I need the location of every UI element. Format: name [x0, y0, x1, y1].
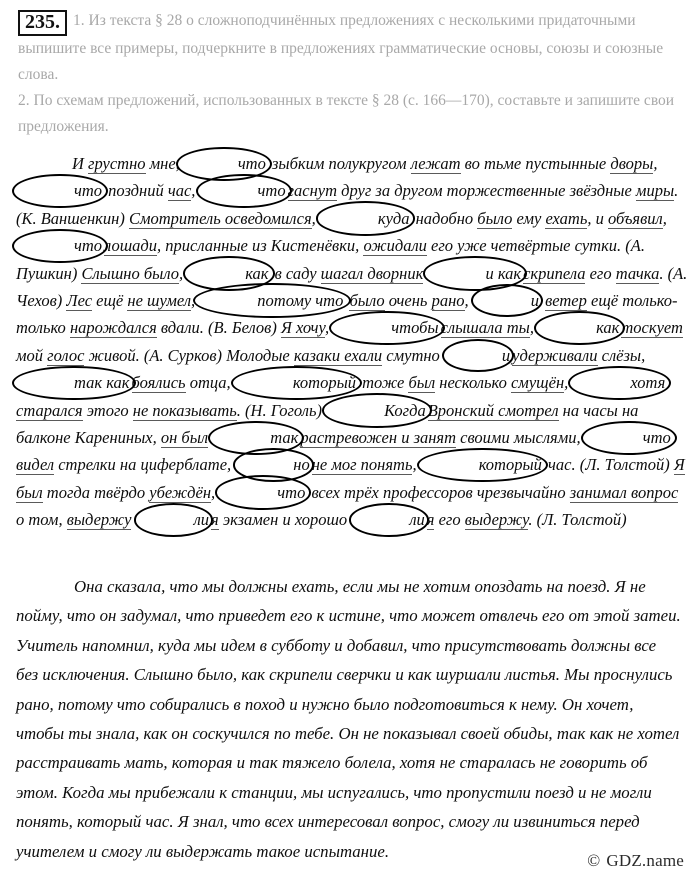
underlined-grammatical-basis: видел: [16, 455, 55, 475]
answer-text-run: живой. (А. Сурков) Молодые: [84, 345, 294, 365]
answer-text-run: его уже четвёртые сутки. (А. Пушкин): [16, 236, 645, 283]
underlined-grammatical-basis: Я был: [16, 455, 685, 502]
exercise-number-badge: 235.: [18, 10, 67, 36]
circled-conjunction: что: [585, 424, 673, 451]
answer-text-run: зыбким полукругом: [267, 154, 411, 173]
answer-text-run: всех трёх профессоров чрезвычайно: [307, 482, 570, 502]
answer-text-run: . (К. Ваншенкин): [16, 181, 679, 228]
underlined-grammatical-basis: старался: [16, 400, 83, 420]
answer-text-run: его: [434, 510, 465, 530]
answer-text-run: несколько: [435, 373, 511, 393]
answer-text-run: , и: [587, 208, 608, 228]
answer-text-run: надобно: [411, 208, 478, 228]
answer-text-run: ,: [564, 373, 573, 393]
task-part-1-text: 1. Из текста § 28 о сложноподчинённых предложениях с несколькими придаточными выпишите все примеры, подчеркните в предложениях грамматические основы, союзы и союзные слова.: [18, 12, 664, 83]
underlined-grammatical-basis: смущён: [510, 373, 565, 393]
answer-text-run: на часы на балконе Карениных,: [16, 400, 639, 448]
underlined-grammatical-basis: казаки ехали: [293, 345, 383, 365]
underlined-grammatical-basis: лежат: [410, 154, 461, 173]
underlined-grammatical-basis: рано: [431, 291, 465, 311]
underlined-grammatical-basis: объявил: [607, 208, 663, 228]
answer-text-run: . (А. Чехов): [16, 263, 688, 311]
answer-text-run: ,: [529, 318, 539, 338]
underlined-grammatical-basis: я: [426, 510, 435, 530]
answer-text-run: вдали. (В. Белов): [156, 318, 281, 338]
circled-conjunction: что: [180, 150, 268, 177]
exercise-task-block: [18, 8, 682, 140]
circled-conjunction: так: [212, 424, 300, 451]
circled-conjunction: но: [235, 451, 311, 478]
circled-conjunction: и: [444, 342, 512, 369]
circled-conjunction: ли: [136, 506, 211, 533]
answer-text-run: отца,: [185, 373, 235, 393]
underlined-grammatical-basis: гаснут: [287, 181, 338, 201]
underlined-grammatical-basis: тоскует: [621, 318, 683, 338]
answer-text-run: слёзы,: [597, 345, 646, 365]
circled-conjunction: что: [16, 232, 104, 259]
answer-text-run: в саду: [270, 263, 321, 283]
underlined-grammatical-basis: ожидали: [363, 236, 427, 256]
answer-text-run: ,: [662, 208, 667, 228]
answer-text-run: смутно: [382, 345, 444, 365]
answer-text-run: . (Н. Гоголь): [236, 400, 327, 420]
underlined-grammatical-basis: боялись: [131, 373, 186, 393]
circled-conjunction: так как: [16, 369, 132, 396]
underlined-grammatical-basis: он был: [160, 428, 209, 448]
copyright-icon: ©: [587, 851, 601, 870]
underlined-grammatical-basis: было: [477, 208, 513, 228]
answer-text-run: мне,: [145, 154, 180, 173]
underlined-grammatical-basis: голос: [47, 345, 85, 365]
circled-conjunction: потому что: [199, 287, 345, 314]
circled-conjunction: хотя: [572, 369, 667, 396]
circled-conjunction: что: [16, 177, 104, 204]
watermark: [587, 851, 684, 871]
answer-text-run: ,: [191, 181, 200, 201]
answer-text-run: . (Л. Толстой): [528, 510, 627, 530]
answer-text-run: тоже: [358, 373, 409, 393]
underlined-grammatical-basis: растревожен и занят: [300, 428, 457, 448]
underlined-grammatical-basis: выдержу: [464, 510, 529, 530]
answer-text-run: своими мыслями,: [456, 428, 585, 448]
circled-conjunction: куда: [320, 205, 412, 232]
underlined-grammatical-basis: нарождался: [69, 318, 157, 338]
underlined-grammatical-basis: тачка: [615, 263, 660, 283]
underlined-grammatical-basis: не показывать: [132, 400, 237, 420]
answer-text-run: ,: [191, 291, 200, 311]
underlined-grammatical-basis: не шумел: [127, 291, 192, 311]
circled-conjunction: что: [219, 479, 307, 506]
circled-conjunction: Когда: [326, 397, 428, 424]
answer-text-run: ,: [412, 455, 421, 475]
answer-text-run: , присланные из Кистенёвки,: [157, 236, 364, 256]
answer-text-run: ещё: [92, 291, 128, 311]
underlined-grammatical-basis: Слышно было: [81, 263, 179, 283]
answer-text-run: этого: [82, 400, 133, 420]
task-part-2-text: 2. По схемам предложений, использованных в тексте § 28 (с. 166—170), составьте и запишите свои предложения.: [18, 92, 675, 135]
answer-text-run: тогда твёрдо: [42, 482, 150, 502]
underlined-grammatical-basis: слышала ты: [440, 318, 530, 338]
answer-text-run: стрелки на циферблате,: [54, 455, 236, 475]
answer-2-paragraph: Она сказала, что мы должны ехать, если мы не хотим опоздать на поезд. Я не пойму, что он задумал, что приведет его к истине, что может отвлечь его от этой затеи. Учитель напомнил, куда мы идем в субботу и добавил, что присутствовать должны все без исключения. Слышно было, как скрипели сверчки и как шуршали листья. Мы проснулись рано, потому что собирались в поход и нужно было подготовиться к нему. Он хочет, чтобы ты знала, как он соскучился по тебе. Он не показывал своей обиды, так как не хотел расстраивать мать, которая и так тяжело болела, хотя не старалась не говорить об этом. Когда мы прибежали к станции, мы испугались, что пропустили поезд и не могли понять, который час. Я знал, что всех интересовал вопрос, смогу ли извиниться перед учителем и смогу ли выдержать такое испытание.: [16, 577, 681, 861]
underlined-grammatical-basis: занимал вопрос: [569, 482, 679, 502]
underlined-grammatical-basis: Вронский смотрел: [427, 400, 559, 420]
answer-text-run: ,: [653, 154, 658, 173]
underlined-grammatical-basis: Смотритель осведомился: [128, 208, 312, 228]
answer-text-run: во тьме пустынные: [460, 154, 611, 173]
answer-text-run: час. (Л. Толстой): [543, 455, 674, 475]
underlined-grammatical-basis: был: [408, 373, 436, 393]
answer-section-1: [16, 150, 688, 534]
answer-text-run: о том,: [16, 510, 67, 530]
underlined-grammatical-basis: грустно: [88, 154, 146, 173]
answer-text-run: ,: [464, 291, 473, 311]
underlined-grammatical-basis: не мог понять: [311, 455, 413, 475]
circled-conjunction: и как: [427, 260, 523, 287]
answer-text-run: его: [585, 263, 616, 283]
circled-conjunction: чтобы: [333, 314, 440, 341]
answer-text-run: друг за другом торжественные звёздные: [337, 181, 636, 201]
underlined-grammatical-basis: лошади: [104, 236, 157, 256]
answer-text-run: ему: [512, 208, 546, 228]
circled-conjunction: который: [235, 369, 358, 396]
answer-text-run: очень: [384, 291, 432, 311]
underlined-grammatical-basis: я: [211, 510, 219, 530]
answer-text-run: поздний: [104, 181, 168, 201]
watermark-site-label: GDZ.name: [606, 851, 684, 870]
underlined-grammatical-basis: ветер: [545, 291, 587, 311]
underlined-grammatical-basis: Я хочу: [280, 318, 326, 338]
answer-text-run: экзамен и хорошо: [218, 510, 352, 530]
circled-conjunction: как: [538, 314, 621, 341]
underlined-grammatical-basis: выдержу: [66, 510, 132, 530]
underlined-grammatical-basis: удерживали: [512, 345, 598, 365]
circled-conjunction: как: [187, 260, 270, 287]
circled-conjunction: ли: [351, 506, 426, 533]
answer-text-run: ,: [211, 482, 220, 502]
answer-text-run: ,: [311, 208, 320, 228]
answer-text-run: ,: [178, 263, 188, 283]
underlined-grammatical-basis: убеждён: [149, 482, 212, 502]
underlined-grammatical-basis: было: [349, 291, 385, 311]
answer-1-paragraph: [16, 150, 688, 534]
answer-text-run: мой: [16, 345, 48, 365]
underlined-grammatical-basis: шагал дворник: [320, 263, 424, 283]
underlined-grammatical-basis: скрипела: [523, 263, 586, 283]
underlined-grammatical-basis: дворы: [610, 154, 654, 173]
answer-text-run: ,: [325, 318, 334, 338]
answer-text-run: И: [72, 154, 89, 173]
circled-conjunction: который: [421, 451, 544, 478]
underlined-grammatical-basis: ехать: [545, 208, 588, 228]
answer-section-2: [16, 572, 682, 866]
answer-text-run: ещё только-только: [16, 291, 678, 338]
underlined-grammatical-basis: час: [167, 181, 192, 201]
circled-conjunction: и: [473, 287, 541, 314]
circled-conjunction: что: [200, 177, 288, 204]
underlined-grammatical-basis: Лес: [66, 291, 93, 311]
underlined-grammatical-basis: миры: [635, 181, 675, 201]
